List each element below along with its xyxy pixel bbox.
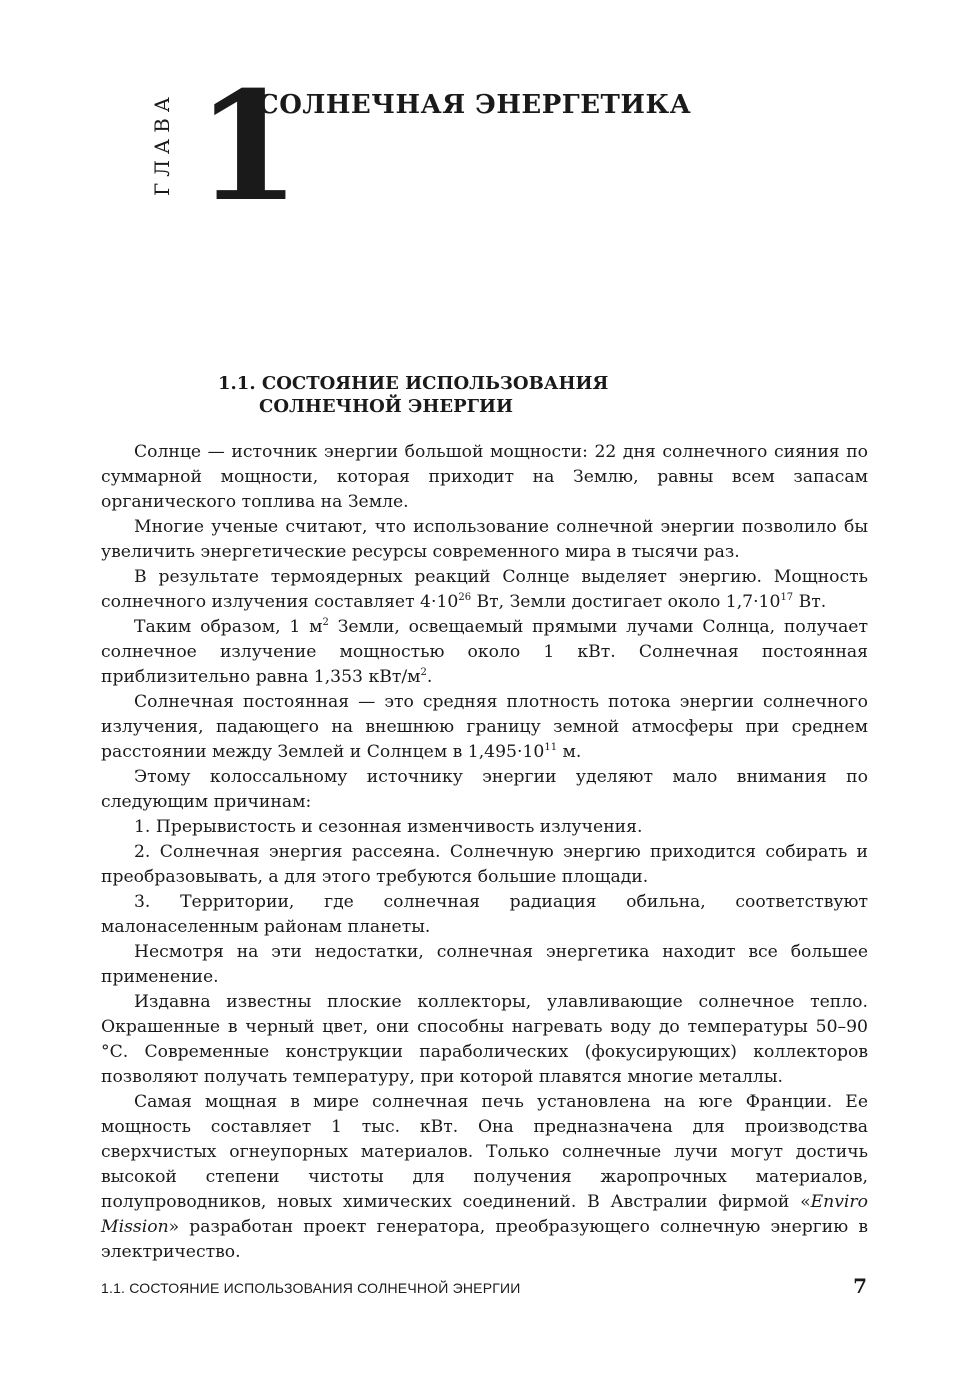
section-title-line2: СОЛНЕЧНОЙ ЭНЕРГИИ xyxy=(259,396,514,417)
section-title-line1: СОСТОЯНИЕ ИСПОЛЬЗОВАНИЯ xyxy=(261,373,609,394)
paragraph: Издавна известны плоские коллекторы, улавливающие солнечное тепло. Окрашенные в черный цвет, они способны нагревать воду до температуры 50–90 °С. Современные конструкции параболических (фокусирующих) коллекторов позволяют получать температуру, при которой плавятся многие металлы. xyxy=(101,992,868,1087)
paragraph: В результате термоядерных реакций Солнце выделяет энергию. Мощность солнечного излучения составляет $4\cdot 10^{26}$ Вт, Земли достигает около $1,7\cdot 10^{17}$ Вт. xyxy=(101,567,868,612)
section-heading xyxy=(218,372,608,418)
page-number: 7 xyxy=(853,1274,867,1298)
list-item: 2. Солнечная энергия рассеяна. Солнечную энергию приходится собирать и преобразовывать, а для этого требуются большие площади. xyxy=(101,842,868,887)
paragraph: Солнечная постоянная — это средняя плотность потока энергии солнечного излучения, падающего на внешнюю границу земной атмосферы при среднем расстоянии между Землей и Солнцем в $1,495\cdot 10^{11}$ м. xyxy=(101,692,868,762)
chapter-word: ГЛАВА xyxy=(150,91,174,196)
section-number: 1.1. xyxy=(218,373,256,394)
paragraph: Самая мощная в мире солнечная печь установлена на юге Франции. Ее мощность составляет 1 тыс. кВт. Она предназначена для производства сверхчистых огнеупорных материалов. Только солнечные лучи могут достичь высокой степени чистоты для получения жаропрочных материалов, полупроводников, новых химических соединений. В Австралии фирмой «Enviro Mission» разработан проект генератора, преобразующего солнечную энергию в электричество. xyxy=(101,1092,868,1262)
company-name: Enviro Mission xyxy=(101,1192,868,1237)
chapter-number: 1 xyxy=(196,59,301,235)
paragraph: Солнце — источник энергии большой мощности: 22 дня солнечного сияния по суммарной мощности, которая приходит на Землю, равны всем запасам органического топлива на Земле. xyxy=(101,442,868,512)
paragraph: Несмотря на эти недостатки, солнечная энергетика находит все большее применение. xyxy=(101,942,868,987)
body-text xyxy=(101,440,868,1265)
paragraph: Многие ученые считают, что использование солнечной энергии позволило бы увеличить энергетические ресурсы современного мира в тысячи раз. xyxy=(101,517,868,562)
running-head: 1.1. СОСТОЯНИЕ ИСПОЛЬЗОВАНИЯ СОЛНЕЧНОЙ ЭНЕРГИИ xyxy=(101,1280,521,1296)
list-item: 3. Территории, где солнечная радиация обильна, соответствуют малонаселенным районам планеты. xyxy=(101,892,868,937)
chapter-title: СОЛНЕЧНАЯ ЭНЕРГЕТИКА xyxy=(258,90,692,120)
paragraph: Этому колоссальному источнику энергии уделяют мало внимания по следующим причинам: xyxy=(101,767,868,812)
paragraph: Таким образом, 1 $м^2$ Земли, освещаемый прямыми лучами Солнца, получает солнечное излучение мощностью около 1 кВт. Солнечная постоянная приблизительно равна 1,353 кВт/$м^2$. xyxy=(101,617,868,687)
list-item: 1. Прерывистость и сезонная изменчивость излучения. xyxy=(134,817,643,837)
